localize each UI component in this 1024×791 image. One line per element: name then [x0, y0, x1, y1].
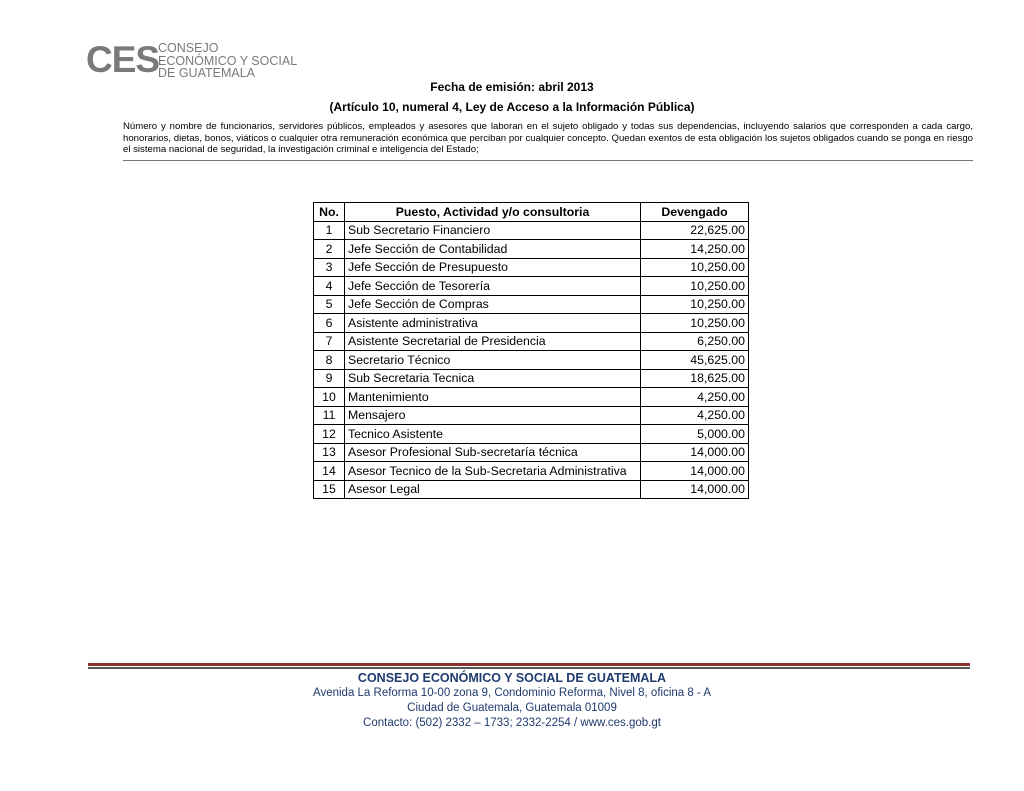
row-position: Sub Secretario Financiero [345, 221, 641, 240]
row-position: Jefe Sección de Contabilidad [345, 240, 641, 259]
row-position: Asistente Secretarial de Presidencia [345, 332, 641, 351]
row-number: 14 [314, 462, 345, 481]
row-number: 7 [314, 332, 345, 351]
table-row [314, 351, 749, 370]
table-row [314, 462, 749, 481]
row-number: 11 [314, 406, 345, 425]
row-position: Mantenimiento [345, 388, 641, 407]
table-row [314, 240, 749, 259]
row-number: 9 [314, 369, 345, 388]
row-position: Sub Secretaria Tecnica [345, 369, 641, 388]
row-position: Asesor Profesional Sub-secretaría técnica [345, 443, 641, 462]
logo-text [158, 42, 358, 80]
row-position: Jefe Sección de Tesorería [345, 277, 641, 296]
row-amount: 14,000.00 [641, 443, 749, 462]
row-position: Jefe Sección de Presupuesto [345, 258, 641, 277]
table-row [314, 295, 749, 314]
salary-table [313, 202, 749, 499]
table-row [314, 480, 749, 499]
row-number: 12 [314, 425, 345, 444]
table-row [314, 258, 749, 277]
footer-divider-red [88, 663, 970, 666]
header-puesto: Puesto, Actividad y/o consultoria [345, 203, 641, 222]
row-amount: 4,250.00 [641, 388, 749, 407]
row-amount: 10,250.00 [641, 295, 749, 314]
row-position: Asesor Legal [345, 480, 641, 499]
row-amount: 45,625.00 [641, 351, 749, 370]
row-number: 13 [314, 443, 345, 462]
footer-divider-gray [88, 667, 970, 669]
table-row [314, 406, 749, 425]
intro-divider [123, 160, 973, 161]
logo-line-1: CONSEJO [158, 41, 219, 55]
table-row [314, 221, 749, 240]
logo-line-2: ECONÓMICO Y SOCIAL [158, 53, 298, 68]
row-number: 1 [314, 221, 345, 240]
row-amount: 14,000.00 [641, 480, 749, 499]
row-amount: 14,250.00 [641, 240, 749, 259]
row-number: 10 [314, 388, 345, 407]
table-row [314, 314, 749, 333]
row-amount: 6,250.00 [641, 332, 749, 351]
row-position: Asistente administrativa [345, 314, 641, 333]
table-row [314, 369, 749, 388]
table-header-row [314, 203, 749, 222]
intro-paragraph: Número y nombre de funcionarios, servidores públicos, empleados y asesores que laboran en el sujeto obligado y todas sus dependencias, incluyendo salarios que corresponden a cada cargo, honorarios, dietas, bonos, viáticos o cualquier otra remuneración económica que perciban por cualquier concepto. Quedan exentos de esta obligación los sujetos obligados cuando se ponga en riesgo el sistema nacional de seguridad, la investigación criminal e inteligencia del Estado; [123, 121, 973, 155]
row-amount: 4,250.00 [641, 406, 749, 425]
row-amount: 5,000.00 [641, 425, 749, 444]
row-amount: 22,625.00 [641, 221, 749, 240]
header-devengado: Devengado [641, 203, 749, 222]
footer-address-line-2: Ciudad de Guatemala, Guatemala 01009 [407, 702, 617, 714]
row-number: 2 [314, 240, 345, 259]
table-row [314, 332, 749, 351]
row-position: Tecnico Asistente [345, 425, 641, 444]
row-number: 6 [314, 314, 345, 333]
footer-contact: Contacto: (502) 2332 – 1733; 2332-2254 / www.ces.gob.gt [363, 717, 661, 729]
row-number: 8 [314, 351, 345, 370]
document-date-title: Fecha de emisión: abril 2013 [430, 80, 594, 94]
row-number: 5 [314, 295, 345, 314]
row-position: Mensajero [345, 406, 641, 425]
document-legal-subtitle: (Artículo 10, numeral 4, Ley de Acceso a la Información Pública) [329, 100, 695, 114]
row-amount: 18,625.00 [641, 369, 749, 388]
footer-address-line-1: Avenida La Reforma 10-00 zona 9, Condominio Reforma, Nivel 8, oficina 8 - A [312, 687, 712, 699]
row-number: 4 [314, 277, 345, 296]
row-number: 3 [314, 258, 345, 277]
table-row [314, 425, 749, 444]
row-number: 15 [314, 480, 345, 499]
row-position: Jefe Sección de Compras [345, 295, 641, 314]
row-amount: 10,250.00 [641, 314, 749, 333]
table-row [314, 277, 749, 296]
table-row [314, 388, 749, 407]
row-position: Asesor Tecnico de la Sub-Secretaria Administrativa [345, 462, 641, 481]
footer-organization: CONSEJO ECONÓMICO Y SOCIAL DE GUATEMALA [357, 671, 667, 685]
row-position: Secretario Técnico [345, 351, 641, 370]
logo-line-3: DE GUATEMALA [158, 66, 256, 80]
row-amount: 14,000.00 [641, 462, 749, 481]
row-amount: 10,250.00 [641, 277, 749, 296]
row-amount: 10,250.00 [641, 258, 749, 277]
table-row [314, 443, 749, 462]
header-no: No. [314, 203, 345, 222]
logo-mark: CES [86, 39, 160, 80]
